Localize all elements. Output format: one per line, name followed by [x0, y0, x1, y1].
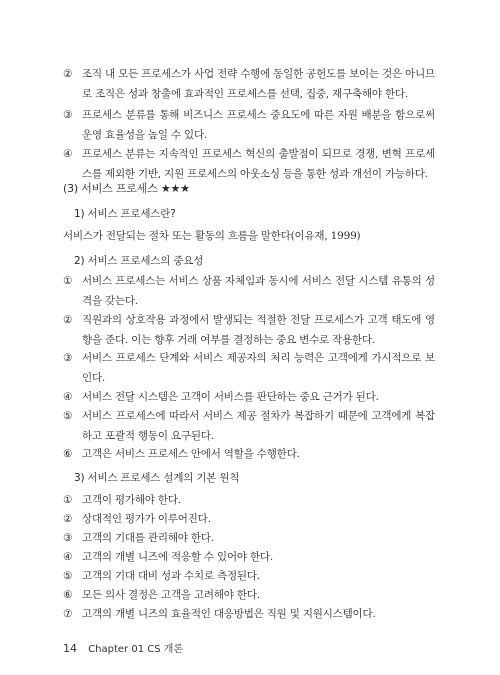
- item-text: 프로세스 분류를 통해 비즈니스 프로세스 중요도에 따른 자원 배분을 함으로써 운영 효율성을 높일 수 있다.: [82, 109, 435, 141]
- item-text: 서비스 프로세스 단계와 서비스 제공자의 처리 능력은 고객에게 가시적으로 보인다.: [82, 352, 435, 384]
- item-number: ⑦: [63, 608, 73, 620]
- list-item: [63, 585, 435, 605]
- list-item: [63, 604, 435, 624]
- item-text: 프로세스 분류는 지속적인 프로세스 혁신의 출발점이 되므로 경쟁, 변혁 프로세스를 제외한 기반, 지원 프로세스의 아웃소싱 등을 통한 성과 개선이 가능하다.: [82, 148, 435, 180]
- item-text: 고객은 서비스 프로세스 안에서 역할을 수행한다.: [82, 448, 300, 460]
- page-footer: [63, 640, 183, 655]
- item-number: ④: [63, 551, 73, 563]
- list-item: [63, 490, 435, 510]
- item-text: 고객의 개별 니즈에 적응할 수 있어야 한다.: [82, 551, 273, 563]
- item-number: ③: [63, 352, 73, 364]
- list-item: [63, 271, 435, 311]
- item-number: ④: [63, 391, 73, 403]
- item-text: 서비스 프로세스는 서비스 상품 자체임과 동시에 서비스 전달 시스템 유통의 성격을 갖는다.: [82, 275, 435, 307]
- item-text: 고객의 기대 대비 성과 수치로 측정된다.: [82, 570, 260, 582]
- item-number: ⑥: [63, 589, 73, 601]
- list-item: [63, 406, 435, 446]
- list-item: [63, 509, 435, 529]
- item-number: ③: [63, 109, 73, 121]
- list-item: [63, 566, 435, 586]
- list-item: [63, 444, 435, 464]
- list-item: [63, 144, 435, 184]
- chapter-label: Chapter 01 CS 개론: [88, 644, 184, 655]
- subsection-title: 3) 서비스 프로세스 설계의 기본 원칙: [74, 472, 240, 484]
- item-text: 서비스 전달 시스템은 고객이 서비스를 판단하는 중요 근거가 된다.: [82, 391, 379, 403]
- item-text: 고객의 기대를 관리해야 한다.: [82, 532, 214, 544]
- list-item: [63, 547, 435, 567]
- item-text: 고객이 평가해야 한다.: [82, 494, 181, 506]
- page-number: 14: [63, 642, 77, 655]
- item-number: ②: [63, 513, 73, 525]
- item-number: ①: [63, 275, 73, 287]
- item-number: ⑤: [63, 570, 73, 582]
- list-item: [63, 387, 435, 407]
- item-number: ①: [63, 494, 73, 506]
- item-number: ⑤: [63, 410, 73, 422]
- item-text: 상대적인 평가가 이루어진다.: [82, 513, 211, 525]
- item-text: 서비스 프로세스에 따라서 서비스 제공 절차가 복잡하기 때문에 고객에게 복잡하고 포괄적 행동이 요구된다.: [82, 410, 435, 442]
- item-number: ④: [63, 148, 73, 160]
- item-number: ⑥: [63, 448, 73, 460]
- item-text: 직원과의 상호작용 과정에서 발생되는 적절한 전달 프로세스가 고객 태도에 영향을 준다. 이는 향후 거래 여부를 결정하는 중요 변수로 작용한다.: [82, 314, 435, 346]
- list-item: [63, 528, 435, 548]
- item-number: ③: [63, 532, 73, 544]
- item-number: ②: [63, 314, 73, 326]
- subsection-title: 1) 서비스 프로세스란?: [74, 208, 176, 220]
- item-text: 조직 내 모든 프로세스가 사업 전략 수행에 동일한 공헌도를 보이는 것은 아니므로 조직은 성과 창출에 효과적인 프로세스를 선택, 집중, 재구축해야 한다.: [82, 68, 435, 100]
- item-text: 고객의 개별 니즈의 효율적인 대응방법은 직원 및 지원시스템이다.: [82, 608, 376, 620]
- list-item: [63, 348, 435, 388]
- list-item: [63, 105, 435, 145]
- subsection-title: 2) 서비스 프로세스의 중요성: [74, 255, 204, 267]
- section-title: (3) 서비스 프로세스 ★★★: [63, 182, 190, 195]
- subsection-paragraph: 서비스가 전달되는 절차 또는 활동의 흐름을 말한다(이유재, 1999): [63, 230, 361, 242]
- item-number: ②: [63, 68, 73, 80]
- list-item: [63, 64, 435, 104]
- item-text: 모든 의사 결정은 고객을 고려해야 한다.: [82, 589, 260, 601]
- list-item: [63, 310, 435, 350]
